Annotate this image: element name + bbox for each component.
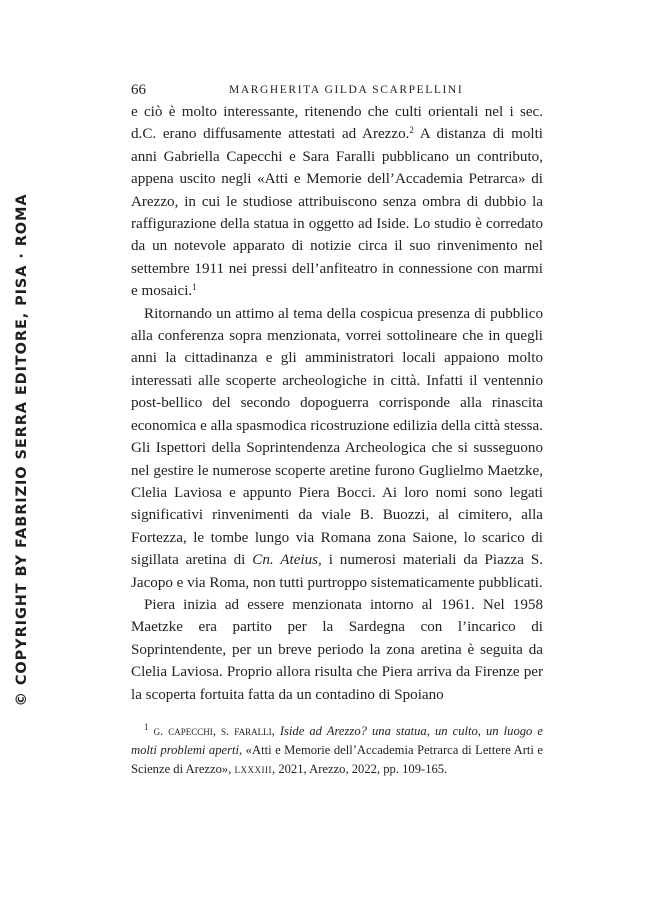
copyright-notice: © COPYRIGHT BY FABRIZIO SERRA EDITORE, PISA · ROMA	[14, 193, 30, 707]
paragraph-3: Piera inizia ad essere menzionata intorno al 1961. Nel 1958 Maetzke era partito per la Sardegna con l’incarico di Soprintendente, per un breve periodo la zona aretina è seguita da Clelia Laviosa. Proprio allora risulta che Piera arriva da Firenze per la scoperta fortuita fatta da un contadino di Spoiano	[131, 596, 543, 703]
paragraph-1	[131, 101, 543, 303]
footnote-1-marker: 1	[144, 722, 149, 732]
footnote-ref-2: 2	[409, 125, 414, 136]
footnote-title: Iside ad Arezzo? una statua, un culto, un luogo e molti problemi aperti	[131, 724, 544, 757]
footnote-volume: lxxxiii	[234, 762, 273, 776]
footnote-author-1: g. capecchi	[153, 724, 213, 738]
paragraph-1-text-a: e ciò è molto interessante, ritenendo che culti orientali nel i sec. d.C. erano diffusamente attestati ad Arezzo.	[131, 104, 543, 143]
footnotes	[131, 722, 543, 779]
footnote-ref-1: 1	[192, 282, 197, 293]
body-text	[131, 101, 543, 706]
footnote-1	[131, 722, 543, 779]
paragraph-2	[131, 303, 543, 594]
footnote-sep-2: ,	[271, 724, 280, 738]
page-number: 66	[131, 82, 146, 98]
footnote-rest-b: , 2021, Arezzo, 2022, pp. 109-165.	[272, 762, 448, 776]
paragraph-2-text-a: Ritornando un attimo al tema della cospicua presenza di pubblico alla conferenza sopra menzionata, vorrei sottolineare che in quegli anni la cittadinanza e gli amministratori locali appaiono molto interessati alle scoperte archeologiche in città. Infatti il ventennio post-bellico del secondo dopoguerra corrisponde alla rinascita economica e alla spasmodica ricostruzione edilizia della città stessa. Gli Ispettori della Soprintendenza Archeologica che si susseguono nel gestire le numerose scoperte aretine furono Guglielmo Maetzke, Clelia Laviosa e appunto Piera Bocci. Ai loro nomi sono legati significativi rinvenimenti da viale B. Buozzi, al cimitero, alla Fortezza, le tombe lungo via Romana zona Saione, lo scarico di sigillata aretina di	[131, 305, 543, 569]
footnote-rest-a: , «Atti e Memorie dell’Accademia Petrarca di Lettere Arti e Scienze di Arezzo»,	[131, 743, 544, 776]
running-head-author: MARGHERITA GILDA SCARPELLINI	[229, 84, 464, 96]
footnote-author-2: s. faralli	[221, 724, 272, 738]
running-head	[131, 80, 543, 100]
paragraph-1-text-b: A distanza di molti anni Gabriella Capecchi e Sara Faralli pubblicano un contributo, appena uscito negli «Atti e Memorie dell’Accademia Petrarca» di Arezzo, in cui le studiose attribuiscono senza ombra di dubbio la raffigurazione della statua in oggetto ad Iside. Lo studio è corredato da un notevole apparato di notizie circa il suo rinvenimento nel settembre 1911 nei pressi dell’anfiteatro in connessione con marmi e mosaici.	[131, 126, 544, 300]
paragraph-2-italic: Cn. Ateius	[252, 552, 319, 569]
paragraph-2-text-b: , i numerosi materiali da Piazza S. Jacopo e via Roma, non tutti purtroppo sistematicamente pubblicati.	[131, 552, 543, 591]
footnote-sep-1: ,	[212, 724, 222, 738]
